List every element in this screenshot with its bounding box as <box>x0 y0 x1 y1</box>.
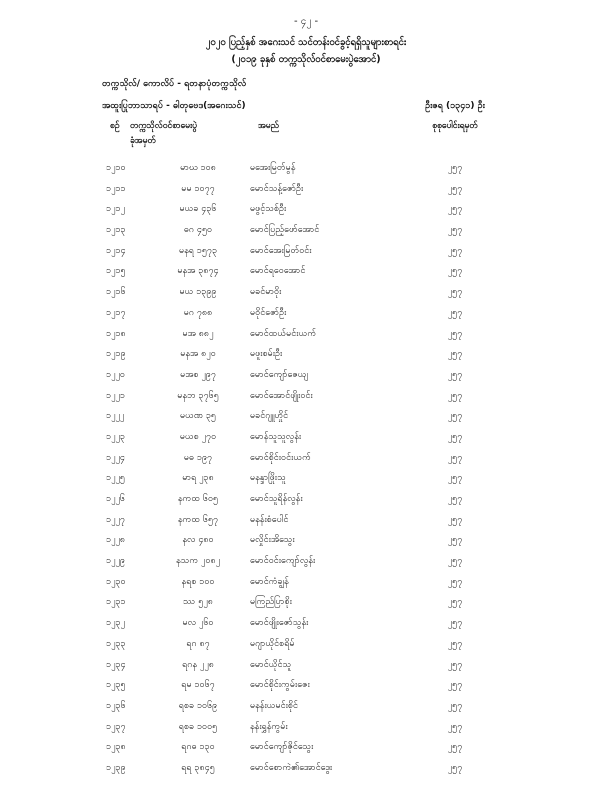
header-number: စဉ် <box>110 121 120 131</box>
row-score: ၂၅၇ <box>447 473 463 484</box>
row-name: မဖူးစမ်းဦး <box>250 349 283 360</box>
row-name: မောင်စောကဲ၏အောင်ဒွေး <box>250 762 333 773</box>
row-roll-number: မဂ ၇၈၈ <box>183 307 213 318</box>
row-number: ၁၂၂၉ <box>106 556 125 567</box>
row-number: ၁၂၁၃ <box>106 225 126 236</box>
row-score: ၂၅၇ <box>447 638 463 649</box>
row-score: ၂၅၇ <box>447 514 463 525</box>
row-score: ၂၅၇ <box>447 721 463 732</box>
table-row <box>0 760 612 781</box>
row-roll-number: ရမ ၁၀၆၇ <box>181 680 215 691</box>
row-name: မောင်ဖျိုးဇော်သွန်း <box>250 618 309 629</box>
table-row <box>0 491 612 512</box>
row-roll-number: မယဏ ၃၅ <box>180 411 216 422</box>
row-score: ၂၅၇ <box>447 494 463 504</box>
row-roll-number: ရစခ ၁၀၆၉ <box>178 700 218 711</box>
row-score: ၂၅၇ <box>447 390 463 401</box>
row-name: မခင်ဂျူဟှိုင် <box>250 411 289 422</box>
row-roll-number: ရဂ ၈၇ <box>186 638 210 649</box>
table-row <box>0 388 612 409</box>
table-row <box>0 326 612 347</box>
table-row <box>0 243 612 264</box>
row-score: ၂၅၇ <box>447 618 463 629</box>
row-name: မောင်ဝင်းကျော်လွန်း <box>250 556 316 567</box>
table-row <box>0 181 612 202</box>
row-name: မောန်သူသူလွန်း <box>250 431 302 442</box>
row-score: ၂၅၇ <box>447 431 463 442</box>
row-number: ၁၂၂၇ <box>106 514 125 525</box>
table-row <box>0 574 612 595</box>
row-number: ၁၂၃၄ <box>106 659 126 670</box>
table-row <box>0 408 612 429</box>
row-roll-number: မနအ ၈၂၀ <box>180 349 216 360</box>
row-number: ၁၂၂၆ <box>106 494 125 504</box>
table-row <box>0 470 612 491</box>
row-roll-number: နကထ ၆၅၇ <box>177 514 219 525</box>
row-name: မောင်ကံချွန် <box>250 576 289 587</box>
row-score: ၂၅၇ <box>447 369 463 380</box>
row-name: မောင်ကျော်ဇေယျ <box>250 369 308 380</box>
row-score: ၂၅၇ <box>447 349 463 360</box>
row-name: မောင်ယိုင်သူ <box>250 659 292 670</box>
student-list <box>0 160 612 781</box>
row-roll-number: ရဂန ၂၂၈ <box>182 659 214 670</box>
table-row <box>0 450 612 471</box>
table-row <box>0 615 612 636</box>
row-number: ၁၂၁၄ <box>106 245 126 256</box>
table-row <box>0 367 612 388</box>
row-roll-number: နရစ ၁၀၀ <box>181 576 215 587</box>
row-roll-number: မလ ၂၆၀ <box>182 618 214 629</box>
row-score: ၂၅၇ <box>447 700 463 711</box>
row-name: မောင်အောင်ဖျိုးဝင်း <box>250 390 313 401</box>
table-row <box>0 553 612 574</box>
row-score: ၂၅၇ <box>447 576 463 587</box>
row-roll-number: မနဘ ၃၇၆၅ <box>177 390 219 401</box>
row-number: ၁၂၃၃ <box>106 638 126 649</box>
row-roll-number: မယ ၁၃၉၉ <box>179 287 217 298</box>
row-roll-number: ရရ ၃၈၄၅ <box>181 762 215 773</box>
row-number: ၁၂၃၂ <box>106 618 125 629</box>
row-name: မအေးမြတ်မွန် <box>250 163 296 173</box>
row-score: ၂၅၇ <box>447 762 463 773</box>
row-roll-number: နလ ၄၈၀ <box>182 535 214 546</box>
major-subject-label: အထူးပြုဘာသာရပ် - ဓါတုဗေဒ(အဂေးသင်) <box>102 101 246 111</box>
row-name: မနန္ဒာဖြိုးသူ <box>250 473 286 484</box>
table-row <box>0 677 612 698</box>
row-name: မဝိုင်ဇော်ဦး <box>250 307 287 318</box>
row-score: ၂၅၇ <box>447 452 463 463</box>
row-number: ၁၂၂၈ <box>106 535 126 546</box>
table-row <box>0 636 612 657</box>
row-name: မလှိုင်းအိသွေး <box>250 535 295 546</box>
row-roll-number: မာရ ၂၃၈ <box>182 473 214 484</box>
row-number: ၁၂၃၇ <box>106 721 126 732</box>
row-score: ၂၅၇ <box>447 742 463 753</box>
row-roll-number: ဓဂ ၄၅၀ <box>183 225 213 236</box>
table-row <box>0 532 612 553</box>
table-row <box>0 263 612 284</box>
row-number: ၁၂၁၂ <box>106 204 125 215</box>
table-row <box>0 160 612 181</box>
row-roll-number: မအစ ၂၉၇ <box>180 369 216 380</box>
total-count-label: ဦးဇရ (၁၃၄၁) ဦး <box>425 101 485 111</box>
row-number: ၁၂၂၄ <box>106 452 125 463</box>
row-number: ၁၂၁၆ <box>106 287 126 298</box>
row-score: ၂၅၇ <box>447 535 463 546</box>
header-name: အမည် <box>258 121 279 131</box>
table-row <box>0 429 612 450</box>
row-number: ၁၂၃၁ <box>106 597 126 608</box>
row-roll-number: မအ ၈၈၂ <box>182 328 214 339</box>
row-score: ၂၅၇ <box>447 245 463 256</box>
table-row <box>0 698 612 719</box>
row-number: ၁၂၁၅ <box>106 266 126 277</box>
row-name: မခင်မာဝိုး <box>250 287 282 298</box>
row-score: ၂၅၇ <box>447 597 463 608</box>
row-name: မောင်စိုင်းဝင်းယက် <box>250 452 311 463</box>
table-row <box>0 222 612 243</box>
row-score: ၂၅၇ <box>447 328 463 339</box>
row-name: မောင်ထယ်မင်းယက် <box>250 328 317 339</box>
row-name: မောင်ပြည့်ဖော်အောင် <box>250 225 320 236</box>
row-name: မောင်ရဝေအောင် <box>250 266 306 277</box>
document-subtitle: (၂၀၁၉ ခုနှစ် တက္ကသိုလ်ဝင်စာမေးပွဲအောင်) <box>231 54 381 65</box>
row-number: ၁၂၁၀ <box>106 163 126 173</box>
table-row <box>0 346 612 367</box>
row-roll-number: မာဃ ၁၀၈ <box>180 163 216 173</box>
row-name: မနန်းစံပေါင် <box>250 514 289 525</box>
row-score: ၂၅၇ <box>447 659 463 670</box>
table-row <box>0 512 612 533</box>
row-score: ၂၅၇ <box>447 411 463 422</box>
row-roll-number: ရဂဓ ၁၃၀ <box>181 742 215 753</box>
row-name: မဖွင့်သစ်ဦး <box>250 204 287 215</box>
row-score: ၂၅၇ <box>447 163 463 173</box>
row-roll-number: မနအ ၃၈၇၄ <box>177 266 219 277</box>
row-name: နန်းရွှန်ကွမ်း <box>250 721 288 732</box>
table-row <box>0 719 612 740</box>
row-roll-number: နကထ ၆၀၅ <box>177 494 219 504</box>
row-number: ၁၂၁၉ <box>106 349 126 360</box>
header-roll: တက္ကသိုလ်ဝင်စာမေးပွဲ <box>130 121 198 131</box>
row-name: မောင်သူရိန်လွန်း <box>250 494 303 504</box>
row-number: ၁၂၂၀ <box>106 369 125 380</box>
row-roll-number: မမ ၁၀၇၇ <box>181 183 215 194</box>
row-number: ၁၂၂၁ <box>106 390 125 401</box>
row-roll-number: နသက ၂၀၈၂ <box>175 556 221 567</box>
header-roll-number: ခုံအမှတ် <box>130 136 156 146</box>
row-roll-number: ဿ ၅၂၈ <box>183 597 213 608</box>
row-number: ၁၂၂၅ <box>106 473 125 484</box>
row-roll-number: မယခ ၄၃၆ <box>179 204 217 215</box>
row-score: ၂၅၇ <box>447 266 463 277</box>
row-name: မောင်ကျော်ဇိုင်သွေး <box>250 742 314 753</box>
table-row <box>0 594 612 615</box>
row-number: ၁၂၁၁ <box>106 183 126 194</box>
row-number: ၁၂၂၃ <box>106 431 125 442</box>
row-number: ၁၂၃၉ <box>106 762 126 773</box>
row-number: ၁၂၃၈ <box>106 742 126 753</box>
row-roll-number: မယစ ၂၇၀ <box>179 431 217 442</box>
table-row <box>0 305 612 326</box>
document-title: ၂၀၂၀ ပြည့်နှစ် အဂေးသင် သင်တန်းဝင်ခွင့်ရရှိသူများစာရင်း <box>205 37 407 48</box>
university-label: တက္ကသိုလ်/ ကောလိပ် - ရတနာပုံတက္ကသိုလ် <box>102 79 247 89</box>
row-score: ၂၅၇ <box>447 307 463 318</box>
row-name: မကြည်ပြာစိုး <box>250 597 292 608</box>
row-number: ၁၂၃၆ <box>106 700 126 711</box>
row-roll-number: မနရ ၁၅၇၃ <box>178 245 218 256</box>
row-score: ၂၅၇ <box>447 225 463 236</box>
row-name: မဂျာယိုင်စရိမ် <box>250 638 295 649</box>
page-number: - ၄၂ - <box>293 16 319 27</box>
header-score: စုစုပေါင်းရမှတ် <box>432 121 478 131</box>
row-score: ၂၅၇ <box>447 183 463 194</box>
row-name: မောင်အေးမြတ်ဝင်း <box>250 245 312 256</box>
row-number: ၁၂၁၇ <box>106 307 126 318</box>
row-number: ၁၂၃၅ <box>106 680 126 691</box>
row-roll-number: မဓ ၁၉၇ <box>183 452 213 463</box>
table-row <box>0 201 612 222</box>
table-row <box>0 284 612 305</box>
row-name: မနန်းယမင်းစိုင် <box>250 700 298 711</box>
row-number: ၁၂၂၂ <box>106 411 125 422</box>
row-roll-number: ရစခ ၁၀၀၅ <box>178 721 218 732</box>
row-score: ၂၅၇ <box>447 287 463 298</box>
table-row <box>0 657 612 678</box>
row-score: ၂၅၇ <box>447 680 463 691</box>
row-number: ၁၂၁၈ <box>106 328 126 339</box>
row-score: ၂၅၇ <box>447 556 463 567</box>
row-number: ၁၂၃၀ <box>106 576 126 587</box>
table-row <box>0 739 612 760</box>
row-score: ၂၅၇ <box>447 204 463 215</box>
row-name: မောင်သန့်ဇော်ဦး <box>250 183 304 194</box>
row-name: မောင်စိုင်းကွမ်းဇေး <box>250 680 310 691</box>
